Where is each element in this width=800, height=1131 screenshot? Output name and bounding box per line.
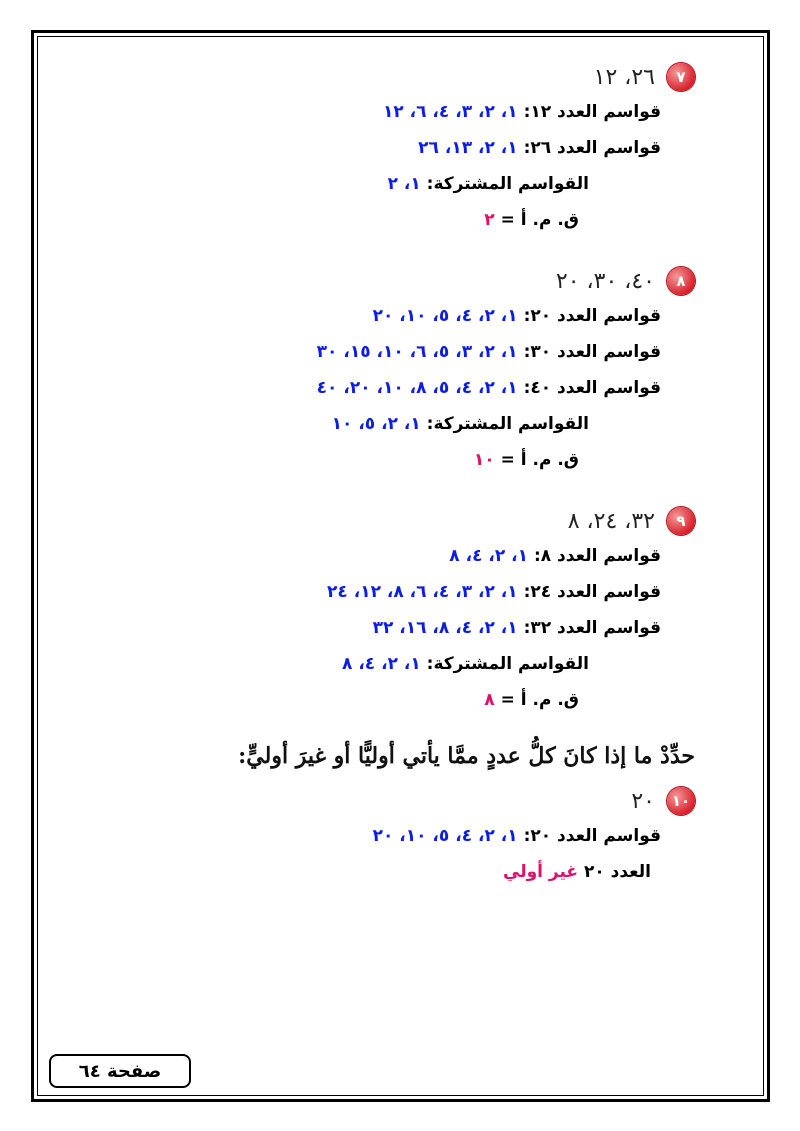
divisors-values: ١، ٢، ٤، ٥، ٨، ١٠، ٢٠، ٤٠ — [316, 378, 518, 398]
gcd-line — [60, 682, 661, 718]
gcd-line — [60, 202, 661, 238]
problem-header — [60, 60, 695, 94]
divisors-values: ١، ٢، ٤، ٨ — [449, 546, 529, 566]
divisors-label: قواسم العدد ٢٠: — [523, 306, 661, 326]
common-divisors-label: القواسم المشتركة: — [426, 654, 589, 674]
divisors-line — [60, 538, 661, 574]
common-divisors-label: القواسم المشتركة: — [426, 414, 589, 434]
problem-header — [60, 264, 695, 298]
gcd-value: ١٠ — [473, 450, 495, 470]
problem-header — [60, 784, 695, 818]
problem-8 — [60, 264, 695, 478]
section-instruction: حدِّدْ ما إذا كانَ كلُّ عددٍ ممَّا يأتي أوليًّا أو غيرَ أوليٍّ: — [238, 743, 695, 769]
problem-7 — [60, 60, 695, 238]
divisors-values: ١، ٢، ٣، ٤، ٦، ٨، ١٢، ٢٤ — [327, 582, 518, 602]
gcd-line — [60, 442, 661, 478]
divisors-label: قواسم العدد ٣٢: — [523, 618, 661, 638]
result-verdict: غير أولي — [503, 862, 579, 882]
divisors-values: ١، ٢، ٣، ٤، ٦، ١٢ — [382, 102, 518, 122]
problem-numbers: ٣٢، ٢٤، ٨ — [567, 508, 655, 534]
divisors-label: قواسم العدد ٢٠: — [523, 826, 661, 846]
divisors-label: قواسم العدد ١٢: — [523, 102, 661, 122]
gcd-label: ق. م. أ = — [500, 690, 579, 710]
divisors-label: قواسم العدد ٤٠: — [523, 378, 661, 398]
divisors-values: ١، ٢، ٤، ٥، ١٠، ٢٠ — [372, 306, 518, 326]
problem-number-badge: ٧ — [667, 63, 695, 91]
page-content — [60, 60, 695, 916]
prime-result-line — [60, 854, 661, 890]
common-divisors-values: ١، ٢، ٥، ١٠ — [331, 414, 421, 434]
gcd-label: ق. م. أ = — [500, 450, 579, 470]
gcd-value: ٨ — [484, 690, 495, 710]
problem-numbers: ٢٠ — [631, 788, 655, 814]
common-divisors-values: ١، ٢ — [387, 174, 421, 194]
divisors-line — [60, 370, 661, 406]
problem-numbers: ٢٦، ١٢ — [593, 64, 655, 90]
divisors-values: ١، ٢، ٤، ٨، ١٦، ٣٢ — [372, 618, 518, 638]
common-divisors-label: القواسم المشتركة: — [426, 174, 589, 194]
divisors-line — [60, 130, 661, 166]
divisors-line — [60, 610, 661, 646]
problem-number-badge: ٨ — [667, 267, 695, 295]
problem-10 — [60, 784, 695, 890]
problem-header — [60, 504, 695, 538]
divisors-label: قواسم العدد ٢٤: — [523, 582, 661, 602]
divisors-values: ١، ٢، ٣، ٥، ٦، ١٠، ١٥، ٣٠ — [316, 342, 518, 362]
problem-number-badge: ٩ — [667, 507, 695, 535]
gcd-label: ق. م. أ = — [500, 210, 579, 230]
common-divisors-line — [60, 646, 661, 682]
divisors-label: قواسم العدد ٢٦: — [523, 138, 661, 158]
divisors-values: ١، ٢، ١٣، ٢٦ — [418, 138, 518, 158]
problem-number-badge: ١٠ — [667, 787, 695, 815]
common-divisors-line — [60, 166, 661, 202]
common-divisors-line — [60, 406, 661, 442]
result-prefix: العدد ٢٠ — [583, 862, 651, 882]
divisors-values: ١، ٢، ٤، ٥، ١٠، ٢٠ — [372, 826, 518, 846]
problem-9 — [60, 504, 695, 718]
divisors-label: قواسم العدد ٣٠: — [523, 342, 661, 362]
divisors-line — [60, 818, 661, 854]
divisors-line — [60, 298, 661, 334]
divisors-line — [60, 334, 661, 370]
divisors-line — [60, 94, 661, 130]
page-number-label: صفحة ٦٤ — [49, 1054, 191, 1088]
gcd-value: ٢ — [484, 210, 495, 230]
common-divisors-values: ١، ٢، ٤، ٨ — [342, 654, 421, 674]
divisors-line — [60, 574, 661, 610]
problem-numbers: ٤٠، ٣٠، ٢٠ — [555, 268, 655, 294]
divisors-label: قواسم العدد ٨: — [533, 546, 661, 566]
